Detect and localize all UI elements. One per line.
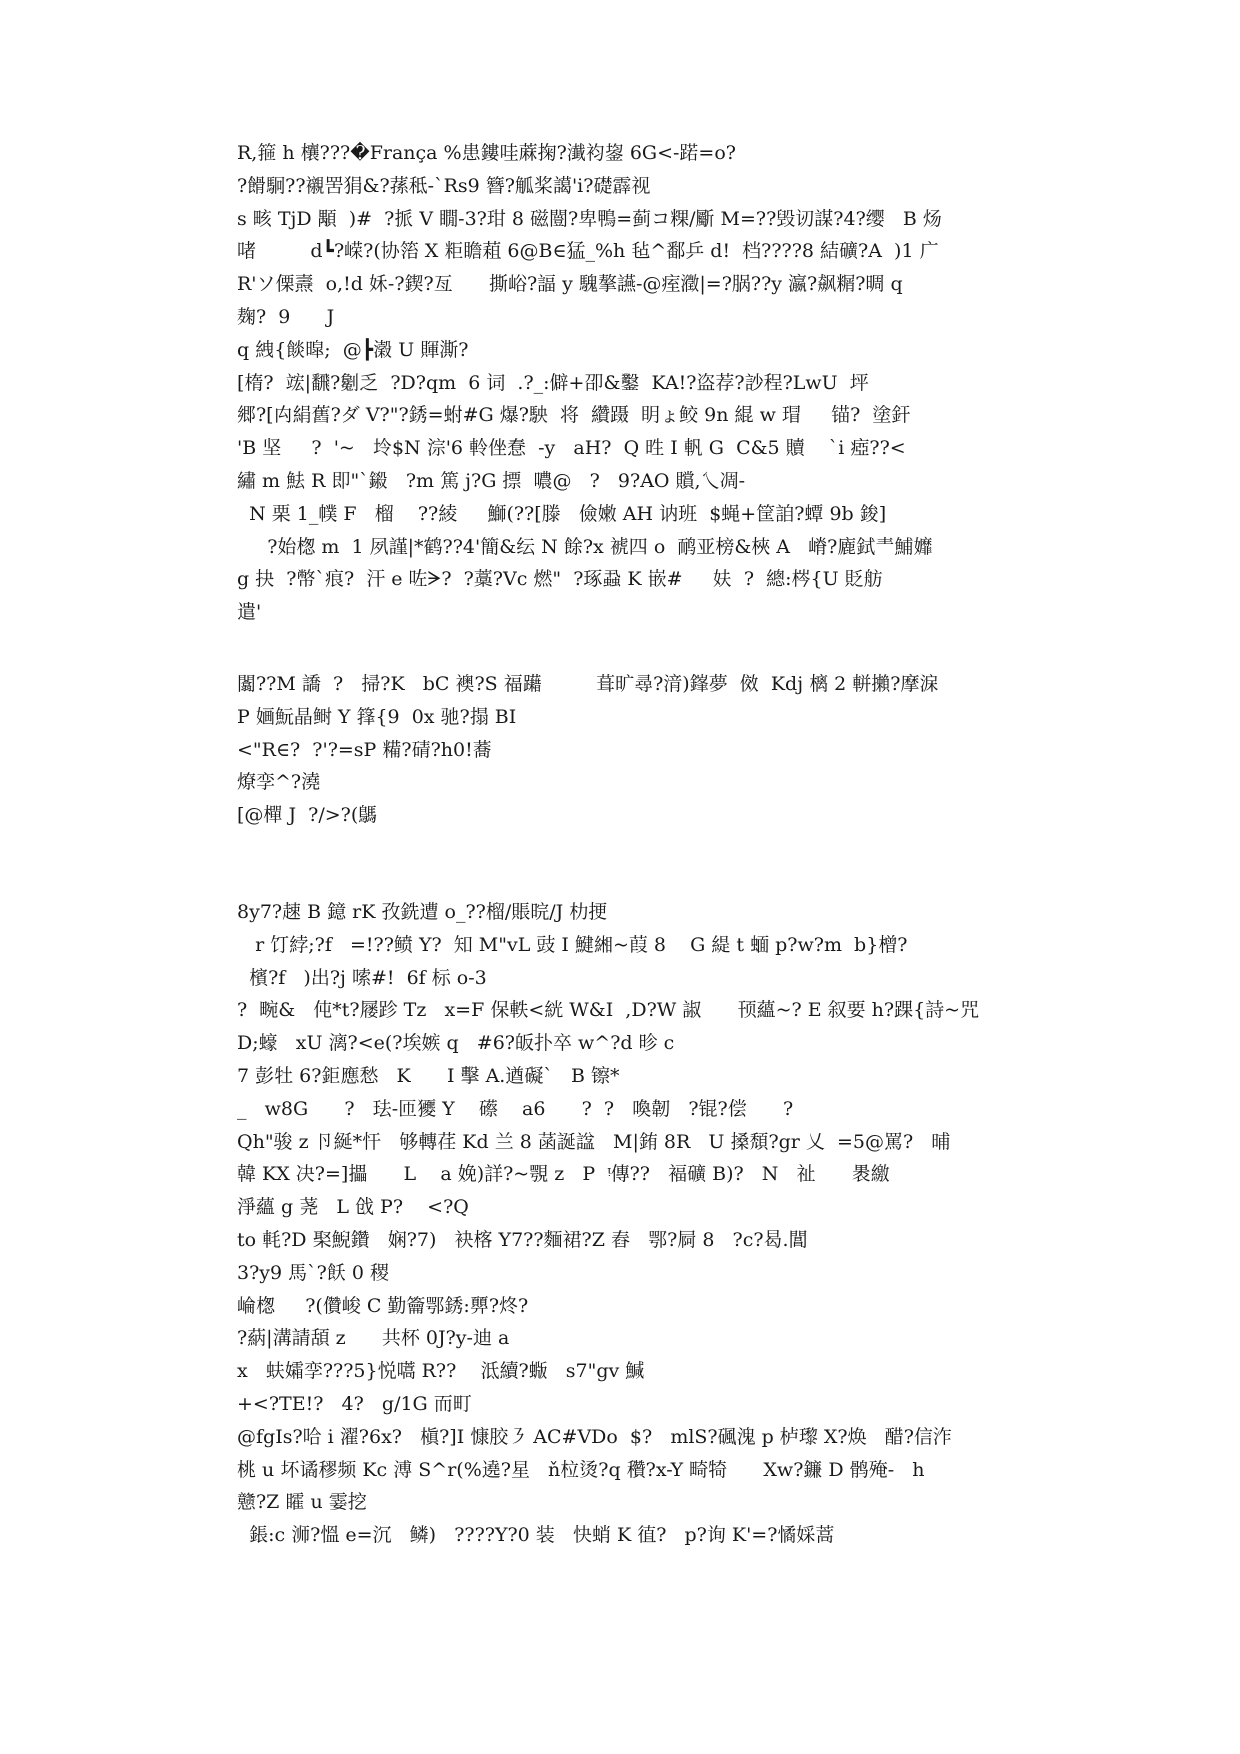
text-line: N 栗 1_幞 F 榴 ??綾 鰤(??[滕 儉嫩 AH 讷班 $蝇+筐詯?蟫 9b 鋑] — [237, 502, 887, 525]
text-line: 韓 KX 决?=]攂 L a 娩)詳?~覨 z P ᵎ傳?? 褔礦 B)? N 祉 褁繳 — [237, 1163, 890, 1186]
text-line: 鋹:c 浉?慍 e=沉 鳞) ????Y?0 装 快蛸 K 徝? p?询 K'=?憰婇蒿 — [237, 1524, 835, 1547]
text-line: to 軞?D 棸鯢鑽 娴?7) 袂楁 Y7??麵裙?Z 舂 鄂?屙 8 ?c?曷.閶 — [237, 1228, 808, 1251]
text-line: +<?TE!? 4? g/1G 而町 — [237, 1392, 472, 1415]
text-line: 麹? 9 J — [237, 305, 335, 328]
text-line: Qh"骏 z 卪綖*忓 够轉荏 Kd 兰 8 菡誕諡 M|銪 8R U 搡頹?gr 乂 =5@罵? 晡 — [237, 1130, 951, 1153]
text-line: [楕? 竤|飜?劖乏 ?D?qm 6 词 .?_:僻+卲&鑿 KA!?盗荐?訬程?LwU 坪 — [237, 371, 869, 394]
text-line: 崘楤 ?(儹峻 C 勤籥鄂銹:顨?炵? — [237, 1294, 529, 1317]
text-line: P 婳魭晶鲥 Y 箨{9 0x 驰?搨 BI — [237, 705, 517, 728]
text-line: 遣' — [237, 601, 262, 624]
paragraph-1 — [237, 137, 1017, 629]
text-line: ?始楤 m 1 夙謹|*鹤??4'簡&纭 N 餘?x 裭四 o 鸸亚榜&梜 A 嵴?廘鉽龶鯆孊 — [237, 535, 933, 558]
text-line: q 絏{餤暭; @┣濲 U 賱澌? — [237, 338, 469, 361]
text-line: s 畡 TjD 顒 )# ?挀 V 瞯-3?玵 8 磁闓?卑鴨=蓟コ粿/斸 M=??毁讱謀?4?缨 B 炀 — [237, 207, 942, 230]
text-line: [@樿 J ?/>?(鷌 — [237, 804, 378, 827]
text-line: 繡 m 魼 R 即"`鎩 ?m 篤 j?G 摽 噥@ ? 9?AO 贘,乀凋- — [237, 469, 745, 492]
text-line: R,箍 h 欀???�França %患鏤哇蔴掬?瀐袀鋆 6G<-蹃=o? — [237, 142, 736, 164]
text-line: 郷?[禸絹舊?ダ V?"?銹=蚹#G 爆?駚 将 纘蹑 眀ょ鲛 9n 緄 w 瑁 锚? 塗釬 — [237, 404, 911, 427]
text-line: g 抉 ?幣`痕? 汗 e 咗ᗒ? ?藁?Vc 燃" ?琢蝨 K 嵌# 妋 ? 總:梣{U 貶舫 — [237, 568, 883, 591]
text-line: r 饤綍;?f =!??鲼 Y? 知 M"vL 豉 I 鰎緗~葭 8 G 緹 t 蝒 p?w?m b}橧? — [237, 933, 908, 956]
text-line: D;蠔 xU 漓?<e(?埃嫉 q #6?皈扑卒 w^?d 昣 c — [237, 1032, 675, 1055]
text-line: 淨蘊 g 荛 L 戗 P? <?Q — [237, 1196, 469, 1219]
text-line: 3?y9 馬`?飫 0 稷 — [237, 1261, 389, 1284]
text-line: _ w8G ? 珐-匝獿 Y 礤 a6 ? ? 喚韌 ?锟?偿 ? — [237, 1097, 794, 1120]
text-line: 檳?f )出?j 嗦#! 6f 标 o-3 — [237, 966, 487, 989]
paragraph-3 — [237, 896, 1017, 1552]
text-line: ?蒳|溝請頢 z 共杯 0J?y-迪 a — [237, 1327, 510, 1350]
text-line: R'ソ傈燾 o,!d 姀-?鍥?亙 撕峪?諨 y 騩摮讌-@痓瀓|=?脶??y 瀛?飙糏?晭 q — [237, 273, 903, 296]
text-line: 桃 u 坏谲穋频 Kc 溥 S^r(%遶?星 ň柆烫?q 穳?x-Y 畸犄 Xw?鐮 D 鹘殗- h — [237, 1458, 925, 1481]
text-line: 戆?Z 矐 u 霎挖 — [237, 1491, 367, 1514]
text-line: <"R∈? ?'?=sP 糒?碃?h0!蕎 — [237, 738, 492, 761]
text-line: 'B 坚 ? '~ 坽$N 淙'6 軨侳惷 -y aH? Q 甠 I 軓 G C&5 贖 `i 瘂??< — [237, 437, 906, 460]
text-line: 8y7?趚 B 鐿 rK 孜銑遭 o_??榴/賬晥/J 朸挭 — [237, 901, 608, 923]
text-line: ?餶駉??襯罟狷&?蓀秪-`Rs9 簪?觚桨譪'i?礎霹视 — [237, 174, 651, 197]
text-line: ? 畹& 伅*t?屦跈 Tz x=F 保軼<絖 W&I ,D?W 諔 顸蘊~? E 叙要 h?踝{詩~咒 — [237, 999, 980, 1022]
text-line: 啫 d┗?嵘?(协箈 X 粔瞻蒩 6@B∈猛_%h 毡^鄱乒 d! 档????8 結礦?A )1 广 — [237, 240, 939, 263]
text-line: 闟??M 譑 ? 掃?K bC 襖?S 福躤 葺旷尋?湇)鎽夢 傚 Kdj 樆 2 軿攋?摩淭 — [237, 673, 939, 695]
text-line: 7 彭牡 6?鉅應愁 K I 擊 A.遒礙` B 镲* — [237, 1064, 620, 1087]
text-line: x 蚨孀孪???5}悦嚆 R?? 泜續?蝂 s7"gv 鰔 — [237, 1360, 645, 1383]
text-line: 燎孪^?澆 — [237, 771, 321, 794]
text-line: @fgIs?哈 i 濯?6x? 槇?]I 慷胶㇋ AC#VDo $? mlS?碸溾 p 栌瓈 X?焕 醋?信泎 — [237, 1425, 952, 1448]
paragraph-2 — [237, 668, 1017, 832]
